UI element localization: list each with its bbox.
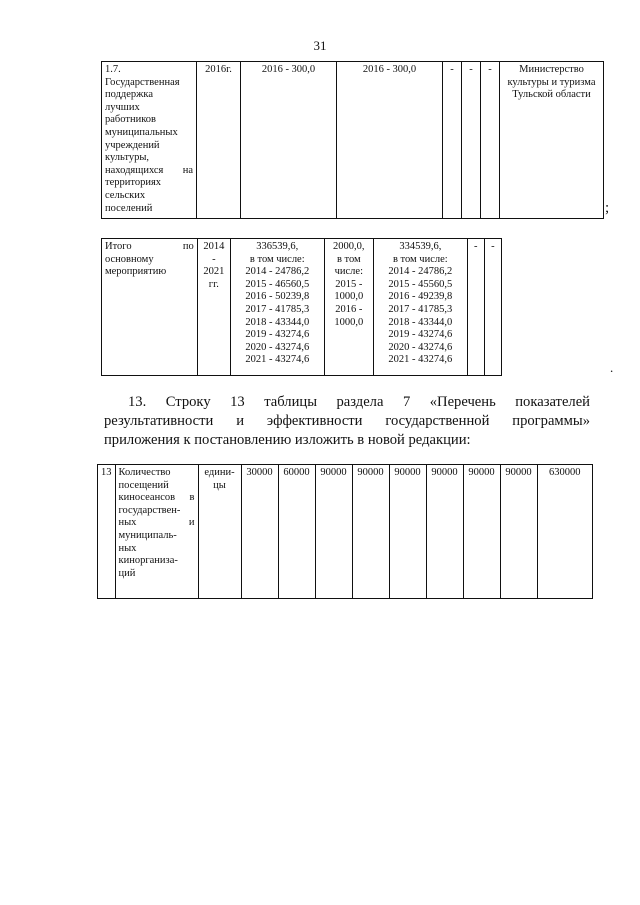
total-table	[101, 238, 502, 376]
table-row	[102, 239, 502, 376]
dash: -	[488, 64, 492, 75]
value-total-cell	[537, 465, 593, 599]
table-row	[98, 465, 593, 599]
year-amount: 2018 - 43344,0	[388, 316, 453, 328]
period-mark: .	[610, 360, 614, 375]
value-cell	[278, 465, 315, 599]
total-amount-cell	[230, 239, 324, 376]
unit-line: цы	[213, 479, 226, 491]
value: 90000	[505, 467, 532, 478]
year-amount: 2017 - 41785,3	[245, 303, 310, 315]
table-row	[102, 62, 604, 219]
unit-line: едини-	[204, 467, 235, 478]
paragraph-text: 13. Строку 13 таблицы раздела 7 «Перечень показателей результативности и эффективности государственной программы» приложения к постановлению изложить в новой редакции:	[104, 394, 590, 448]
amendment-paragraph	[104, 393, 590, 450]
total-cell	[241, 62, 337, 219]
value: 60000	[283, 467, 310, 478]
measure-name-cell	[102, 62, 197, 219]
value-total: 630000	[549, 467, 581, 478]
indicator-line: ных	[118, 542, 137, 554]
dash-cell	[467, 239, 484, 376]
executor-cell	[500, 62, 604, 219]
value-cell	[389, 465, 426, 599]
page-number: 31	[313, 38, 327, 53]
federal-line: 1000,0	[334, 291, 364, 303]
year-amount: 2016 - 49239,8	[388, 291, 453, 303]
dash-cell	[443, 62, 462, 219]
row-number-cell	[98, 465, 116, 599]
dash-cell	[484, 239, 501, 376]
year-amount: 2020 - 43274,6	[388, 341, 453, 353]
year-amount: 2021 - 43274,6	[388, 354, 453, 366]
value: 90000	[357, 467, 384, 478]
year-amount: 2016 - 50239,8	[245, 291, 310, 303]
indicator-line: посещений	[118, 479, 169, 491]
dash: -	[469, 64, 473, 75]
year-amount: 2015 - 45560,5	[388, 278, 453, 290]
value: 90000	[468, 467, 495, 478]
unit-cell	[198, 465, 241, 599]
value-cell	[352, 465, 389, 599]
year-amount: 2014 - 24786,2	[388, 266, 453, 278]
federal-line: 2015 -	[335, 278, 363, 290]
indicator-line: государствен-	[118, 504, 181, 516]
federal-line: в том	[336, 253, 361, 265]
total-value: 2016 - 300,0	[261, 64, 316, 75]
measure-name: Государственная поддержка лучших работников муниципальных учреждений культуры, находящихся на территориях сельских поселений	[105, 76, 193, 214]
period-cell	[197, 239, 230, 376]
period-start: 2014	[203, 241, 225, 252]
year-amount: 2014 - 24786,2	[245, 266, 310, 278]
dash: -	[473, 241, 478, 252]
value: 90000	[394, 467, 421, 478]
year-amount: 2020 - 43274,6	[245, 341, 310, 353]
dash: -	[450, 64, 454, 75]
federal-cell	[324, 239, 373, 376]
federal-line: числе:	[334, 266, 363, 278]
year-cell	[197, 62, 241, 219]
measure-table	[101, 61, 604, 219]
indicator-line: киносеансов в	[118, 492, 195, 504]
indicator-line: ных и	[118, 517, 195, 529]
dash-cell	[481, 62, 500, 219]
period-end: 2021	[203, 266, 225, 278]
year-amount: 2021 - 43274,6	[245, 354, 310, 366]
total-label-cell	[102, 239, 198, 376]
value-cell	[315, 465, 352, 599]
value: 90000	[320, 467, 347, 478]
measure-code: 1.7.	[105, 64, 121, 75]
row-number: 13	[101, 467, 112, 478]
total-label: Итого по основному мероприятию	[105, 241, 194, 278]
indicator-table	[97, 464, 593, 599]
indicator-line: Количество	[118, 467, 171, 478]
regional-amount: 334539,6,	[399, 241, 442, 252]
year-amount: 2019 - 43274,6	[245, 329, 310, 341]
value-cell	[463, 465, 500, 599]
regional-cell	[373, 239, 467, 376]
dash-cell	[462, 62, 481, 219]
federal-amount: 2000,0,	[333, 241, 365, 252]
indicator-line: муниципаль-	[118, 529, 177, 541]
year-amount: 2018 - 43344,0	[245, 316, 310, 328]
budget-cell	[337, 62, 443, 219]
including-label: в том числе:	[249, 253, 305, 265]
value-cell	[241, 465, 278, 599]
executor: Министерство культуры и туризма Тульской области	[507, 64, 596, 101]
value-cell	[500, 465, 537, 599]
year-amount: 2015 - 46560,5	[245, 278, 310, 290]
federal-line: 1000,0	[334, 316, 364, 328]
budget-value: 2016 - 300,0	[362, 64, 417, 75]
total-amount: 336539,6,	[256, 241, 299, 252]
year-amount: 2019 - 43274,6	[388, 329, 453, 341]
year-amount: 2017 - 41785,3	[388, 303, 453, 315]
value: 30000	[246, 467, 273, 478]
indicator-line: ций	[118, 567, 136, 579]
period-suffix: гг.	[208, 278, 219, 290]
semicolon: ;	[605, 200, 610, 216]
period-dash: -	[212, 253, 216, 265]
year: 2016г.	[205, 64, 232, 75]
value: 90000	[431, 467, 458, 478]
federal-line: 2016 -	[335, 303, 363, 315]
value-cell	[426, 465, 463, 599]
indicator-line: кинорганиза-	[118, 555, 178, 567]
indicator-cell	[115, 465, 198, 599]
including-label: в том числе:	[392, 253, 448, 265]
dash: -	[491, 241, 495, 252]
